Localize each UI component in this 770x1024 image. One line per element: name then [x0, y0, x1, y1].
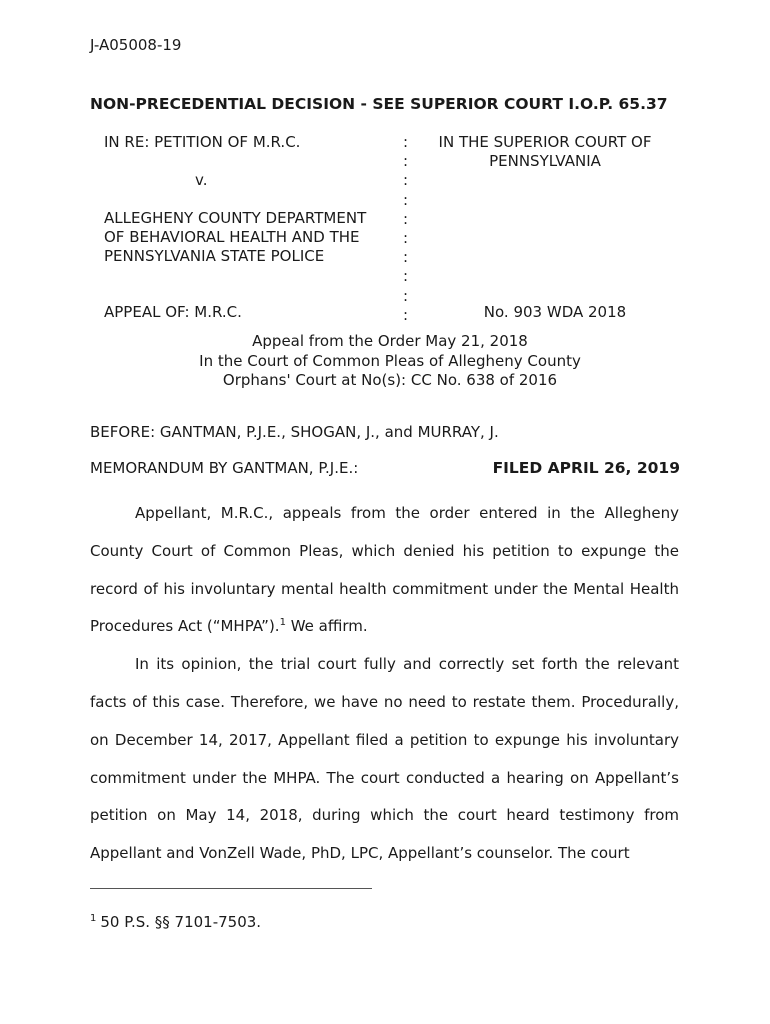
appeal-from-block — [90, 332, 690, 391]
appeal-from-line3: Orphans' Court at No(s): CC No. 638 of 2016 — [222, 371, 558, 389]
document-id: J-A05008-19 — [90, 36, 182, 54]
paragraph-1 — [90, 495, 679, 646]
footnote-divider — [90, 888, 372, 889]
panel-before: BEFORE: GANTMAN, P.J.E., SHOGAN, J., and MURRAY, J. — [90, 423, 499, 441]
caption-separator: : — [403, 171, 409, 190]
footnote-text: 50 P.S. §§ 7101-7503. — [100, 913, 262, 931]
paragraph-2 — [90, 646, 679, 873]
opinion-body — [90, 495, 679, 873]
footnote-reference[interactable]: 1 — [279, 617, 286, 629]
caption-docket-number: No. 903 WDA 2018 — [483, 303, 627, 321]
caption-respondent-line1: ALLEGHENY COUNTY DEPARTMENT — [104, 209, 367, 227]
caption-separator: : — [403, 229, 409, 248]
caption-respondent-line3: PENNSYLVANIA STATE POLICE — [104, 247, 325, 265]
caption-versus: v. — [195, 171, 208, 189]
caption-court-line1: IN THE SUPERIOR COURT OF — [438, 133, 652, 151]
caption-respondent-line2: OF BEHAVIORAL HEALTH AND THE — [104, 228, 360, 246]
caption-separator: : — [403, 267, 409, 286]
appeal-from-line2: In the Court of Common Pleas of Allegheny County — [199, 351, 581, 370]
paragraph-1-text: Appellant, M.R.C., appeals from the order entered in the Allegheny County Court of Common Pleas, which denied his petition to expunge the record of his involuntary mental health commitment under the Mental Health Procedures Act (“MHPA”). — [90, 504, 679, 636]
appeal-from-line1: Appeal from the Order May 21, 2018 — [252, 332, 528, 350]
memorandum-by: MEMORANDUM BY GANTMAN, P.J.E.: — [90, 459, 359, 477]
caption-separator: : — [403, 305, 409, 324]
caption-petitioner: IN RE: PETITION OF M.R.C. — [104, 133, 301, 151]
caption-separator: : — [403, 190, 409, 209]
caption-appeal-of: APPEAL OF: M.R.C. — [104, 303, 242, 321]
footnote — [90, 913, 261, 931]
caption-separator: : — [403, 209, 409, 228]
caption-separator: : — [403, 133, 409, 151]
footnote-number: 1 — [90, 913, 97, 924]
caption-separator-column — [403, 133, 408, 325]
paragraph-2-text: In its opinion, the trial court fully and correctly set forth the relevant facts of this case. Therefore, we have no need to restate them. Procedurally, on December 14, 2017, Appellant filed a petition to expunge his involuntary commitment under the MHPA. The court conducted a hearing on Appellant’s petition on May 14, 2018, during which the court heard testimony from Appellant and VonZell Wade, PhD, LPC, Appellant’s counselor. The court — [90, 655, 679, 863]
caption-separator: : — [403, 286, 409, 305]
caption-separator: : — [403, 248, 409, 267]
caption-separator: : — [403, 152, 409, 171]
caption-court-line2: PENNSYLVANIA — [489, 152, 601, 170]
nonprecedential-heading: NON-PRECEDENTIAL DECISION - SEE SUPERIOR COURT I.O.P. 65.37 — [90, 95, 668, 113]
filed-date: FILED APRIL 26, 2019 — [492, 459, 680, 477]
paragraph-1-tail: We affirm. — [285, 617, 368, 636]
